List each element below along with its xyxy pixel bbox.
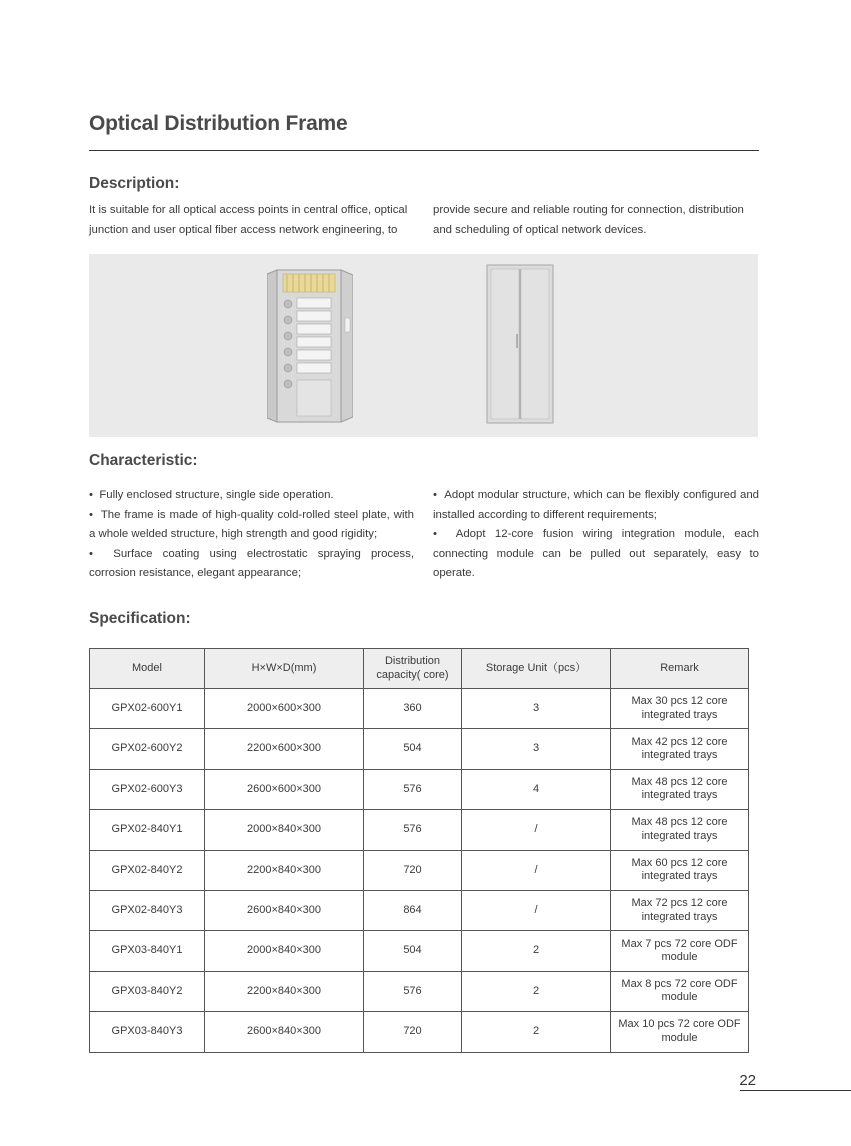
column-header: Distribution capacity( core) <box>364 649 462 689</box>
table-cell: / <box>462 890 611 930</box>
column-header: Storage Unit（pcs） <box>462 649 611 689</box>
characteristic-left-column <box>89 486 414 584</box>
table-row <box>90 931 749 971</box>
table-cell: 4 <box>462 769 611 809</box>
page-number: 22 <box>739 1072 756 1089</box>
table-cell: GPX03-840Y1 <box>90 931 205 971</box>
description-line: junction and user optical fiber access network engineering, to <box>89 223 398 236</box>
table-cell: Max 8 pcs 72 core ODF module <box>611 971 749 1011</box>
column-header: Model <box>90 649 205 689</box>
table-cell: 360 <box>364 689 462 729</box>
table-cell: 2 <box>462 931 611 971</box>
page-title: Optical Distribution Frame <box>89 112 348 135</box>
table-row <box>90 729 749 769</box>
table-cell: 864 <box>364 890 462 930</box>
table-cell: 2600×600×300 <box>205 769 364 809</box>
description-left-column <box>89 201 419 240</box>
table-row <box>90 890 749 930</box>
table-cell: GPX02-840Y1 <box>90 810 205 850</box>
table-cell: 720 <box>364 1012 462 1052</box>
table-cell: Max 60 pcs 12 core integrated trays <box>611 850 749 890</box>
table-cell: 3 <box>462 729 611 769</box>
table-cell: 2 <box>462 971 611 1011</box>
table-cell: Max 48 pcs 12 core integrated trays <box>611 769 749 809</box>
table-cell: 576 <box>364 971 462 1011</box>
table-cell: Max 10 pcs 72 core ODF module <box>611 1012 749 1052</box>
characteristic-item: • Fully enclosed structure, single side operation. <box>89 486 414 506</box>
table-row <box>90 850 749 890</box>
table-row <box>90 810 749 850</box>
open-cabinet-image <box>267 268 353 423</box>
product-image-band <box>89 254 758 437</box>
specification-table <box>89 648 749 1053</box>
characteristic-item: • Adopt 12-core fusion wiring integration module, each connecting module can be pulled out separately, easy to operate. <box>433 525 759 584</box>
description-right-column <box>433 201 763 240</box>
table-cell: GPX03-840Y2 <box>90 971 205 1011</box>
characteristic-left-list <box>89 486 414 584</box>
table-row <box>90 769 749 809</box>
table-cell: 2200×840×300 <box>205 971 364 1011</box>
table-cell: 2 <box>462 1012 611 1052</box>
table-cell: 720 <box>364 850 462 890</box>
table-row <box>90 1012 749 1052</box>
table-cell: 504 <box>364 931 462 971</box>
column-header: H×W×D(mm) <box>205 649 364 689</box>
table-cell: 2000×840×300 <box>205 931 364 971</box>
table-cell: GPX02-600Y1 <box>90 689 205 729</box>
table-cell: 576 <box>364 810 462 850</box>
table-cell: GPX02-600Y2 <box>90 729 205 769</box>
table-cell: Max 42 pcs 12 core integrated trays <box>611 729 749 769</box>
page-number-rule <box>740 1090 851 1091</box>
table-row <box>90 971 749 1011</box>
table-cell: / <box>462 850 611 890</box>
description-line: and scheduling of optical network devices. <box>433 223 647 236</box>
table-cell: Max 30 pcs 12 core integrated trays <box>611 689 749 729</box>
table-cell: GPX02-840Y3 <box>90 890 205 930</box>
characteristic-right-list <box>433 486 759 584</box>
characteristic-item: • Surface coating using electrostatic spraying process, corrosion resistance, elegant appearance; <box>89 545 414 584</box>
closed-cabinet-image <box>486 264 554 424</box>
table-cell: 2200×840×300 <box>205 850 364 890</box>
column-header: Remark <box>611 649 749 689</box>
table-header-row <box>90 649 749 689</box>
table-cell: 2000×840×300 <box>205 810 364 850</box>
characteristic-item: • Adopt modular structure, which can be flexibly configured and installed according to different requirements; <box>433 486 759 525</box>
characteristic-right-column <box>433 486 759 584</box>
table-cell: 504 <box>364 729 462 769</box>
table-cell: 2600×840×300 <box>205 890 364 930</box>
description-line: It is suitable for all optical access points in central office, optical <box>89 204 408 216</box>
table-cell: 2000×600×300 <box>205 689 364 729</box>
table-cell: 576 <box>364 769 462 809</box>
description-line: provide secure and reliable routing for connection, distribution <box>433 204 744 216</box>
table-cell: Max 7 pcs 72 core ODF module <box>611 931 749 971</box>
table-row <box>90 689 749 729</box>
description-heading: Description: <box>89 175 180 192</box>
table-cell: Max 48 pcs 12 core integrated trays <box>611 810 749 850</box>
table-cell: / <box>462 810 611 850</box>
table-cell: 2200×600×300 <box>205 729 364 769</box>
characteristic-item: • The frame is made of high-quality cold-rolled steel plate, with a whole welded structure, high strength and good rigidity; <box>89 506 414 545</box>
table-cell: GPX02-840Y2 <box>90 850 205 890</box>
characteristic-heading: Characteristic: <box>89 452 198 469</box>
table-cell: GPX03-840Y3 <box>90 1012 205 1052</box>
specification-heading: Specification: <box>89 610 191 627</box>
table-cell: 2600×840×300 <box>205 1012 364 1052</box>
table-cell: GPX02-600Y3 <box>90 769 205 809</box>
title-divider <box>89 150 759 151</box>
table-cell: Max 72 pcs 12 core integrated trays <box>611 890 749 930</box>
table-cell: 3 <box>462 689 611 729</box>
